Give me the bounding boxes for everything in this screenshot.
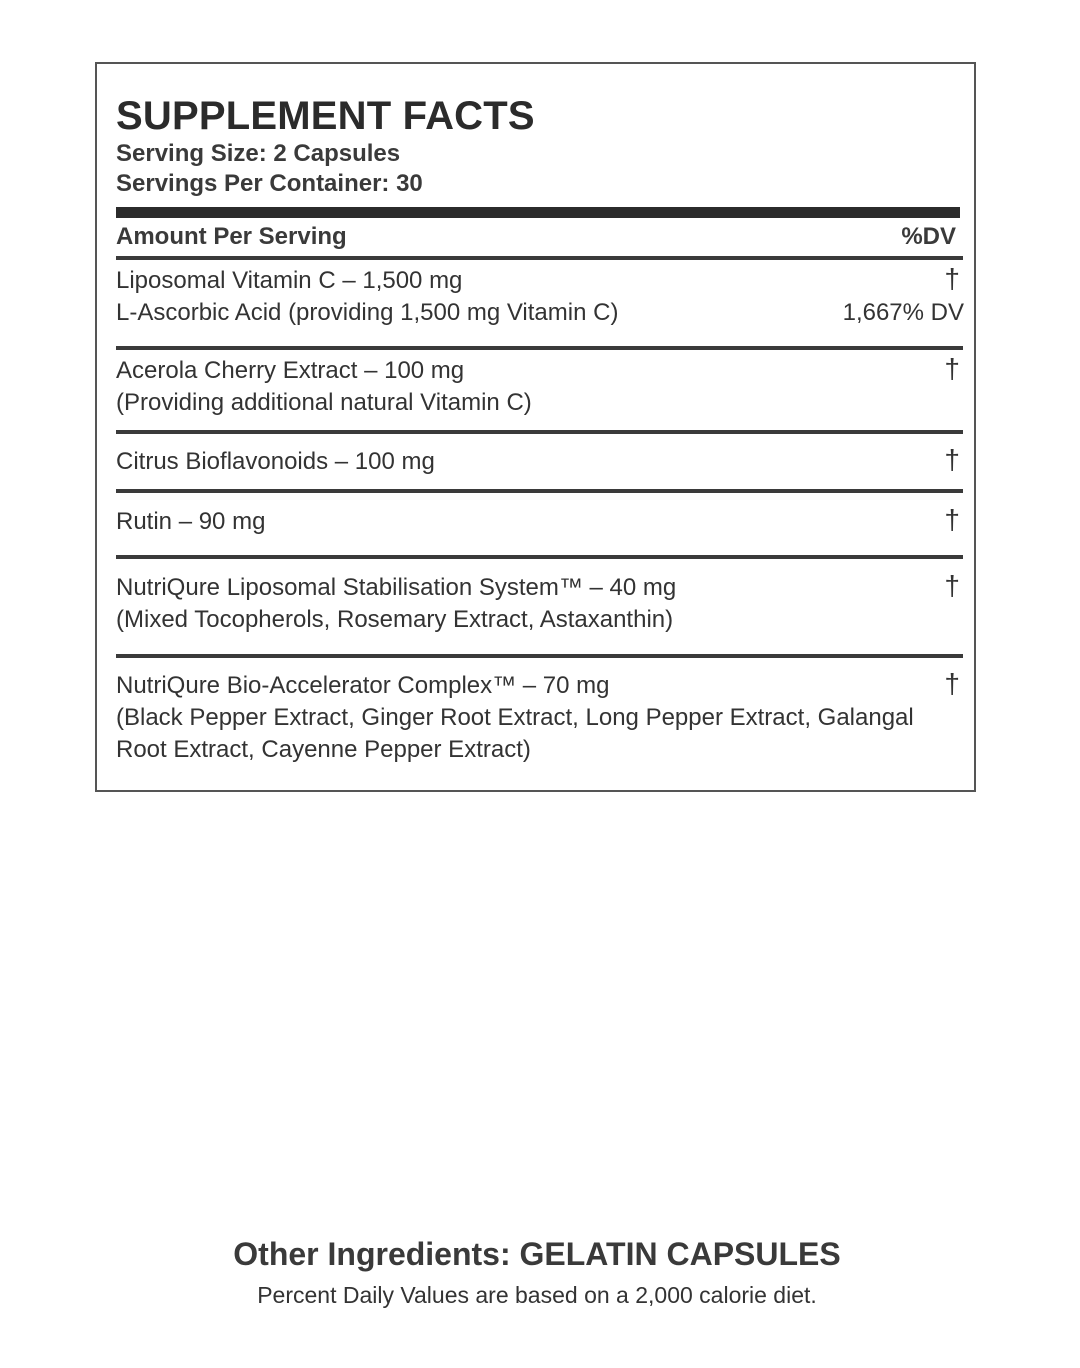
ingredient-name-line (116, 670, 964, 702)
ingredient-row-bio-accelerator (116, 670, 964, 766)
divider (116, 430, 963, 434)
divider (116, 489, 963, 493)
ingredient-row-acerola (116, 355, 964, 419)
dagger-mark: † (944, 570, 960, 601)
divider (116, 346, 963, 350)
serving-size: Serving Size: 2 Capsules (116, 140, 401, 167)
ingredient-dv-value: 1,667% DV (842, 299, 964, 326)
ingredient-row-bioflavonoids (116, 446, 964, 478)
ingredient-row-stabilisation-system (116, 572, 964, 636)
ingredient-name: NutriQure Liposomal Stabilisation System™ – 40 mg (116, 574, 677, 601)
servings-per-container: Servings Per Container: 30 (116, 170, 423, 197)
ingredient-row-rutin (116, 506, 964, 538)
ingredient-detail: L-Ascorbic Acid (providing 1,500 mg Vitamin C) (116, 299, 619, 326)
ingredient-detail-line: (Black Pepper Extract, Ginger Root Extract, Long Pepper Extract, Galangal Root Extract, Cayenne Pepper Extract) (116, 704, 914, 763)
ingredient-name: Acerola Cherry Extract – 100 mg (116, 357, 465, 384)
other-ingredients: Other Ingredients: GELATIN CAPSULES (233, 1236, 841, 1272)
divider (116, 654, 963, 658)
ingredient-name-line (116, 355, 964, 387)
amount-header-row (116, 220, 956, 254)
daily-value-footnote: Percent Daily Values are based on a 2,000 calorie diet. (257, 1282, 817, 1308)
ingredient-name-line (116, 446, 964, 478)
dagger-mark: † (944, 263, 960, 294)
ingredient-name: Rutin – 90 mg (116, 508, 266, 535)
ingredient-detail: (Mixed Tocopherols, Rosemary Extract, Astaxanthin) (116, 606, 674, 633)
dagger-mark: † (944, 353, 960, 384)
ingredient-name: Liposomal Vitamin C – 1,500 mg (116, 267, 463, 294)
ingredient-name-line (116, 506, 964, 538)
facts-title: SUPPLEMENT FACTS (116, 94, 535, 138)
ingredient-name: Citrus Bioflavonoids – 100 mg (116, 448, 435, 475)
divider (116, 256, 963, 260)
dagger-mark: † (944, 504, 960, 535)
thick-divider (116, 207, 960, 218)
ingredient-row-vitamin-c (116, 265, 964, 329)
amount-per-serving-label: Amount Per Serving (116, 223, 347, 250)
ingredient-detail-line (116, 387, 964, 419)
ingredient-name-line (116, 265, 964, 297)
dagger-mark: † (944, 444, 960, 475)
dagger-mark: † (944, 668, 960, 699)
ingredient-detail: (Providing additional natural Vitamin C) (116, 389, 532, 416)
ingredient-name-line (116, 572, 964, 604)
ingredient-name: NutriQure Bio-Accelerator Complex™ – 70 mg (116, 672, 610, 699)
divider (116, 555, 963, 559)
ingredient-detail-line (116, 604, 964, 636)
ingredient-detail-line (116, 297, 964, 329)
dv-header-label: %DV (901, 223, 956, 250)
supplement-facts-panel (95, 62, 976, 792)
